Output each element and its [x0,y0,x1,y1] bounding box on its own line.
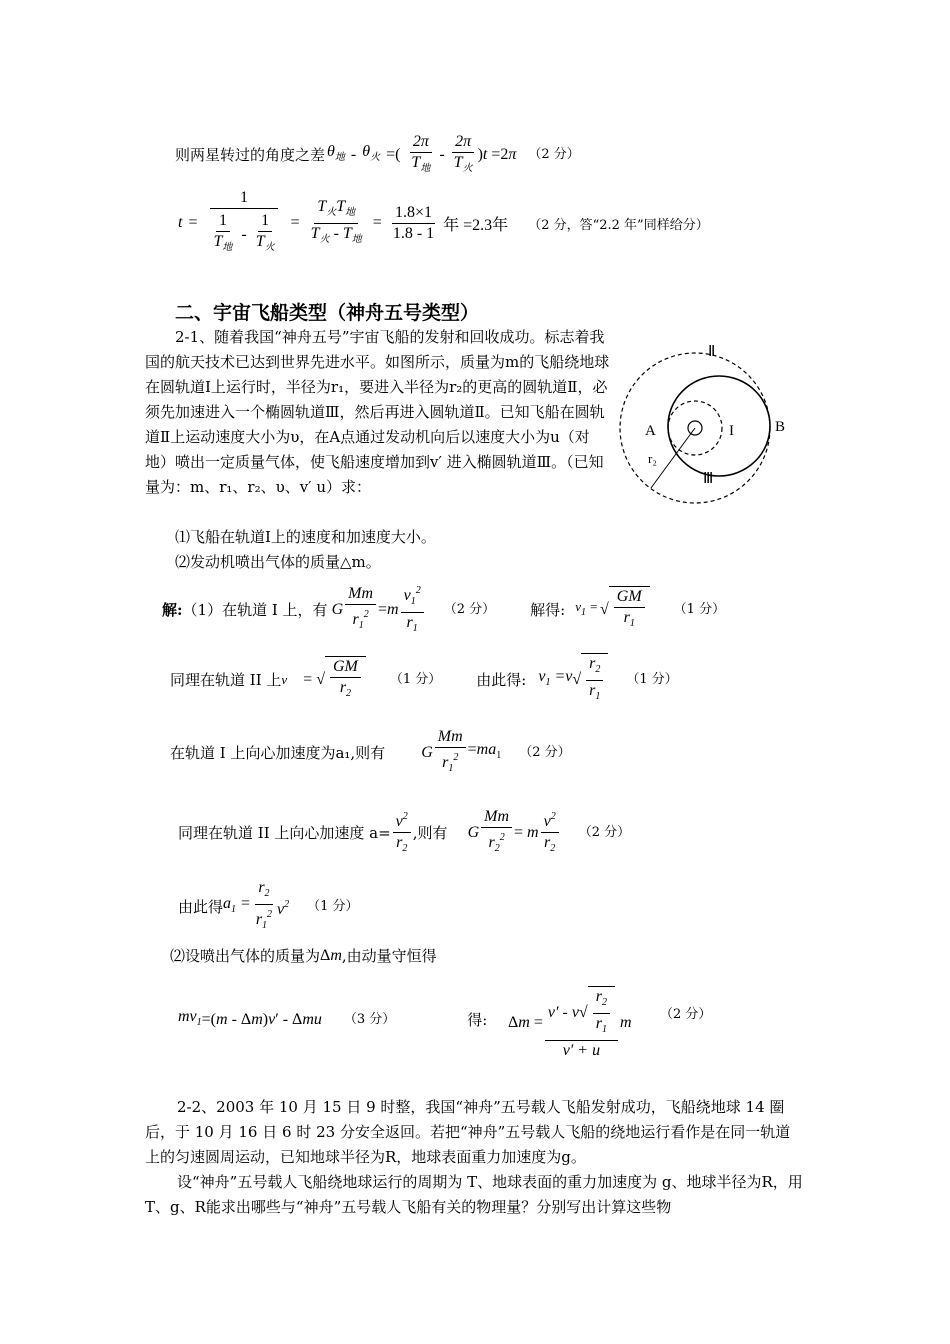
score-line2: （2 分，答“2.2 年”同样给分） [528,217,709,233]
question-2: ⑵发动机喷出气体的质量△m。 [175,553,381,571]
solution-line-6-text: ⑵设喷出气体的质量为 [170,947,321,965]
label-orbit-II: Ⅱ [708,344,716,360]
section-title: 二、宇宙飞船类型（神舟五号类型） [175,302,480,324]
label-r2: r₂ [648,451,657,466]
theta-earth: $\theta_地$ [327,143,345,163]
label-orbit-III: Ⅲ [703,471,714,487]
solution-label: 解: [162,601,183,619]
angle-difference-line: 则两星转过的角度之差 $\theta_地$ - $\theta_火$ =( $\frac{2\pi}{T_地}$ - $\frac{2\pi}{T_火}$ )t =2π （2 分） [175,130,580,180]
score-s3: （2 分） [519,745,571,760]
solve-s7: 得: [467,1011,488,1029]
problem-2-1-text: 2-1、随着我国“神舟五号”宇宙飞船的发射和回收成功。标志着我国的航天技术已达到世界先进水平。如图所示，质量为m的飞船绕地球在圆轨道Ⅰ上运行时，半径为r₁，要进入半径为r₂的更高的圆轨道Ⅱ，必须先加速进入一个椭圆轨道Ⅲ，然后再进入圆轨道Ⅱ。已知飞船在圆轨道Ⅱ上运动速度大小为υ，在A点通过发动机向后以速度大小为u（对地）喷出一定质量气体，使飞船速度增加到v′ 进入椭圆轨道Ⅲ。（已知量为：m、r₁、r₂、υ、v′ u）求： [145,328,610,496]
solution-line-4-text: 同理在轨道 II 上向心加速度 a= [178,824,391,842]
solve-s2: 由此得: [476,671,527,689]
year-result: 年 =2.3年 [443,216,509,234]
question-1: ⑴飞船在轨道Ⅰ上的速度和加速度大小。 [175,528,436,546]
solution-line-7: $mv_1$ =(m - Δm)v′ - Δmu （3 分） 得: [178,985,487,1055]
time-formula-line: t = 1 $\frac{1}{T_地}$ - $\frac{1}{T_火}$ = $\frac{T_火T_地}{T_火 - T_地}$ = $\frac{1.8\times 1}{1.8 - 1}$ 年 =2.3年 （2 分，答“2.2 年”同样给分） [178,183,709,263]
solution-line-4-mid: ,则有 [412,824,448,842]
solution-line-2: 同理在轨道 II 上 v = √ $\frac{GM}{r_2}$ （1 分） 由此得: $v_1 =v$ √ $\frac{r_2}{r_1}$ （1 分） [170,655,678,705]
orbit-diagram [615,338,815,513]
label-point-A: A [645,423,656,439]
problem-2-2-followup: 设“神舟”五号载人飞船绕地球运行的周期为 T、地球表面的重力加速度为 g、地球半径为R，用T、g、R能求出哪些与“神舟”五号载人飞船有关的物理量？分别写出计算这些物 [145,1173,803,1216]
solution-line-5-text: 由此得 [178,898,224,916]
orbit-III-ellipse [668,376,770,476]
solution-line-5: 由此得 $a_1$ = $\frac{r_2}{r_1^2}$ $v^2$ （1 分） [178,879,359,931]
frac-2pi-Tmars: $\frac{2\pi}{T_火}$ [453,132,473,174]
problem-2-2-text: 2-2、2003 年 10 月 15 日 9 时整，我国“神舟”五号载人飞船发射成功，飞船绕地球 14 圈后，于 10 月 16 日 6 时 23 分安全返回。若把“神舟”五号载人飞船的绕地运行看作是在同一轨道上的匀速圆周运动，已知地球半径为R，地球表面重力加速度为g。 [145,1098,791,1166]
score-s2: （1 分） [389,672,442,687]
score-s1: （2 分） [443,602,496,617]
delta-m-result: Δm = v′ - v √ $\frac{r_2}{r_1}$ v′ + u m [508,987,632,1059]
frac-reciprocal: 1 $\frac{1}{T_地}$ - $\frac{1}{T_火}$ [205,188,282,258]
score-s7: （3 分） [343,1012,396,1027]
frac-T-product: $\frac{T_火T_地}{T_火 - T_地}$ [310,197,362,245]
solution-line-1-text: （1）在轨道 I 上，有 [182,601,328,619]
label-point-B: B [775,419,786,435]
score-s5: （1 分） [307,899,359,914]
solve-s1: 解得: [530,601,566,619]
score-s2b: （1 分） [626,672,678,687]
frac-2pi-Tearth: $\frac{2\pi}{T_地}$ [411,132,431,174]
score-s1b: （1 分） [673,602,726,617]
theta-mars: $\theta_火$ [362,143,381,163]
solution-line-4: 同理在轨道 II 上向心加速度 a= $\frac{v^2}{r_2}$ ,则有 G $\frac{Mm}{r_2^2}$ = m $\frac{v^2}{r_2}$ （2 分） [178,808,631,854]
solution-line-3-text: 在轨道 I 上向心加速度为a₁,则有 [170,744,386,762]
label-orbit-I: I [729,423,734,439]
solution-line-3: 在轨道 I 上向心加速度为a₁,则有 G $\frac{Mm}{r_1^2}$ $=ma_1$ （2 分） [170,728,571,774]
solution-line-2-text: 同理在轨道 II 上 [170,671,282,689]
angle-difference-prefix: 则两星转过的角度之差 [175,146,326,164]
frac-numeric: $\frac{1.8\times 1}{1.8 - 1}$ [392,203,435,242]
radius-r2 [651,428,695,488]
score-line1: （2 分） [528,147,580,162]
solution-line-1: 解: （1）在轨道 I 上，有 G $\frac{Mm}{r_1^2}$ =m $\frac{v_1^2}{r_1}$ （2 分） 解得: $v_1$ = √ $\frac{GM}{r_1}$ （1 分） [162,585,725,635]
solution-line-6-tail: ,由动量守恒得 [341,947,437,965]
score-s4: （2 分） [578,825,631,840]
score-s7b: （2 分） [660,1007,712,1022]
solution-line-6: ⑵设喷出气体的质量为 Δm ,由动量守恒得 [170,944,437,968]
